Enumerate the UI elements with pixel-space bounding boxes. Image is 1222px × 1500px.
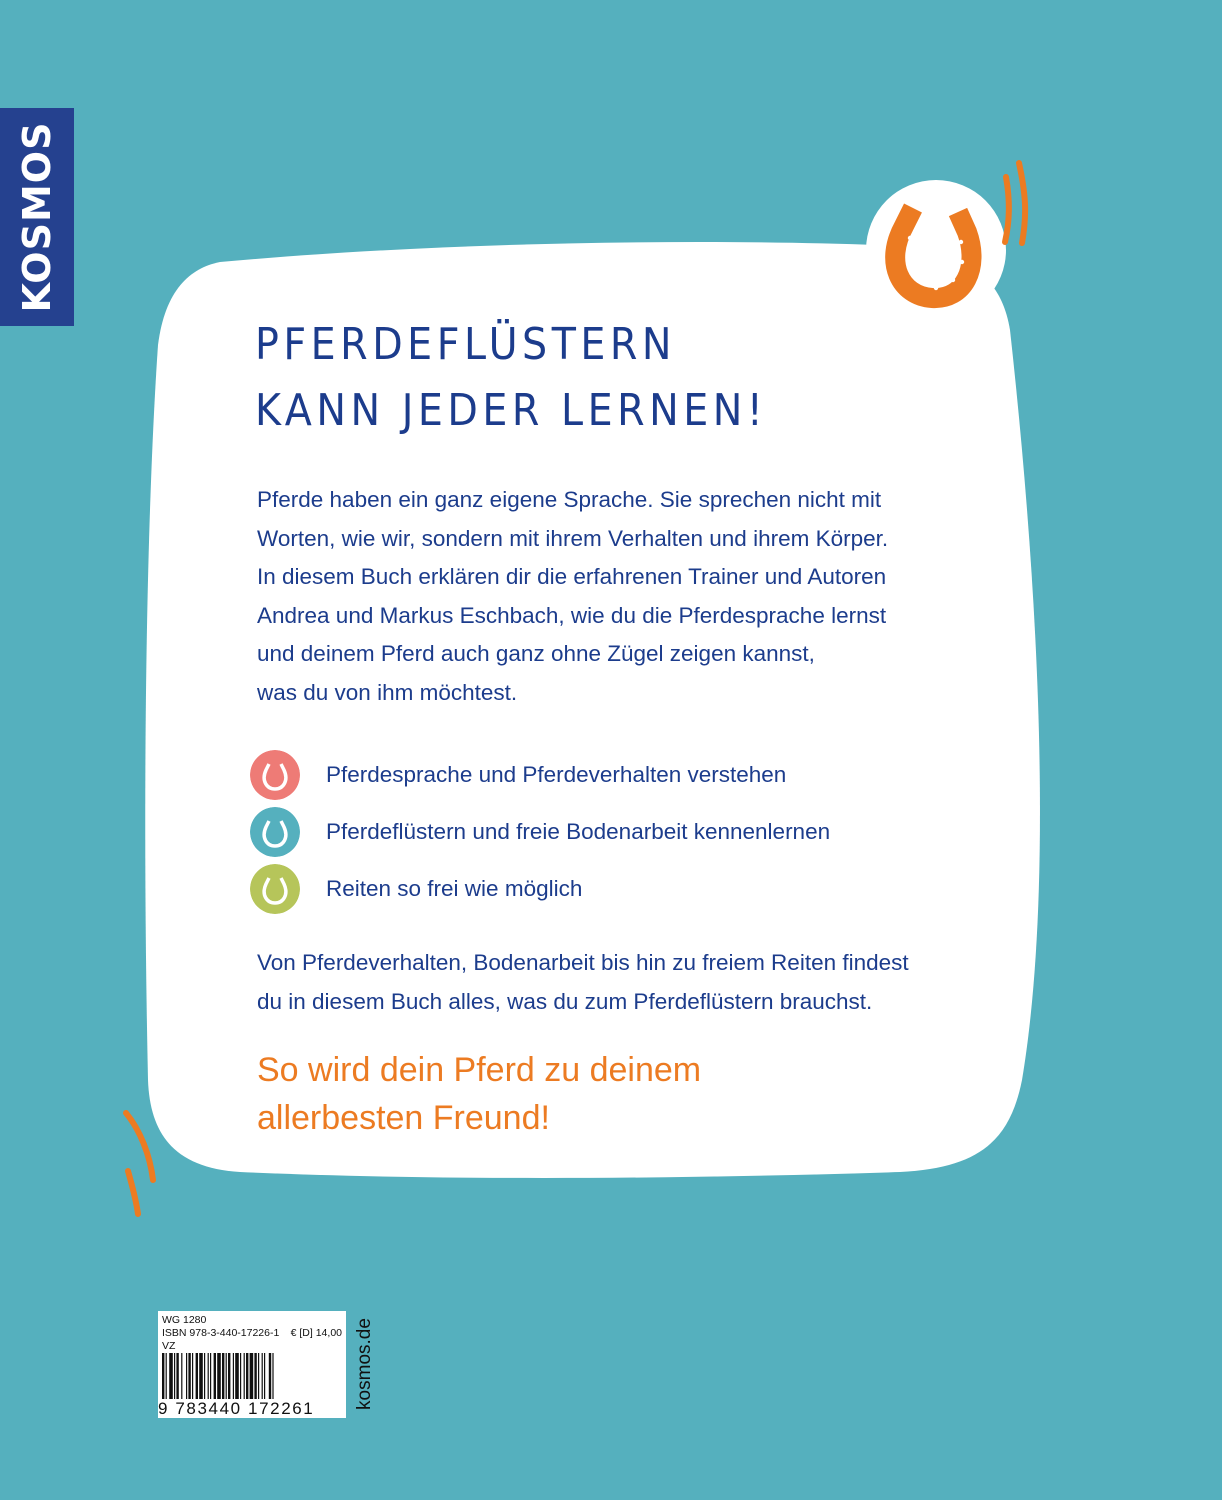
price: € [D] 14,00 [290,1327,342,1339]
intro-line: Worten, wie wir, sondern mit ihrem Verhalten und ihrem Körper. [257,525,889,551]
feature-item [250,807,830,857]
barcode-bar [244,1353,245,1399]
slogan-line-2: allerbesten Freund! [257,1099,550,1137]
horseshoe-icon [250,864,300,914]
publisher-name: KOSMOS [15,121,59,313]
barcode-bar [272,1353,273,1399]
barcode-bar [166,1353,167,1399]
horseshoe-icon [250,807,300,857]
barcode-bar [264,1353,265,1399]
horseshoe-icon [250,750,300,800]
outro-line: du in diesem Buch alles, was du zum Pferdeflüstern brauchst. [257,988,873,1014]
outro-paragraph [257,944,1017,1021]
intro-line: In diesem Buch erklären dir die erfahrenen Trainer und Autoren [257,564,887,589]
intro-line: und deinem Pferd auch ganz ohne Zügel zeigen kannst, [257,641,815,666]
intro-line: was du von ihm möchtest. [257,679,518,705]
slogan [257,1046,1017,1142]
outro-line: Von Pferdeverhalten, Bodenarbeit bis hin zu freiem Reiten findest [257,950,909,975]
barcode-bar [235,1353,239,1399]
accent-strokes-top [1005,163,1025,243]
feature-item [250,750,786,800]
barcode-digits: 9 783440 172261 [158,1399,315,1418]
intro-line: Andrea und Markus Eschbach, wie du die Pferdesprache lernst [257,602,887,628]
barcode-bar [210,1353,211,1399]
intro-line: Pferde haben ein ganz eigene Sprache. Sie sprechen nicht mit [257,487,882,512]
feature-item [250,864,582,914]
barcode-box [158,1311,346,1418]
barcode-bar [217,1353,221,1399]
barcode-bar [188,1353,190,1399]
barcode-bar [226,1353,227,1399]
barcode-bar [192,1353,193,1399]
barcode-bar [254,1353,256,1399]
feature-label: Reiten so frei wie möglich [326,876,583,901]
website: kosmos.de [354,1318,375,1410]
barcode-bar [258,1353,259,1399]
barcode-bar [240,1353,241,1399]
intro-paragraph [257,481,1017,712]
accent-strokes-bottom [126,1113,153,1214]
barcode-bar [269,1353,271,1399]
headline-line-1: PFERDEFLÜSTERN [255,319,677,370]
slogan-line-1: So wird dein Pferd zu deinem [257,1051,702,1089]
barcode-bar [222,1353,224,1399]
website-label [352,1311,378,1418]
barcode [158,1353,346,1403]
barcode-bar [214,1353,216,1399]
barcode-bar [181,1353,182,1399]
isbn: ISBN 978-3-440-17226-1 [162,1327,280,1339]
barcode-bar [199,1353,203,1399]
barcode-bar [204,1353,205,1399]
barcode-bar [174,1353,175,1399]
barcode-bar [176,1353,178,1399]
headline [255,312,885,444]
headline-line-2: KANN JEDER LERNEN! [255,385,768,436]
vz-code: VZ [162,1340,176,1352]
barcode-bar [186,1353,187,1399]
barcode-bar [262,1353,263,1399]
barcode-bar [246,1353,248,1399]
barcode-bar [162,1353,164,1399]
barcode-bar [208,1353,209,1399]
feature-label: Pferdeflüstern und freie Bodenarbeit kennenlernen [326,819,831,844]
barcode-bar [169,1353,173,1399]
barcode-bar [250,1353,254,1399]
barcode-bar [228,1353,230,1399]
feature-label: Pferdesprache und Pferdeverhalten verstehen [326,762,787,787]
barcode-bar [233,1353,234,1399]
barcode-bar [196,1353,198,1399]
wg-code: WG 1280 [162,1314,207,1326]
